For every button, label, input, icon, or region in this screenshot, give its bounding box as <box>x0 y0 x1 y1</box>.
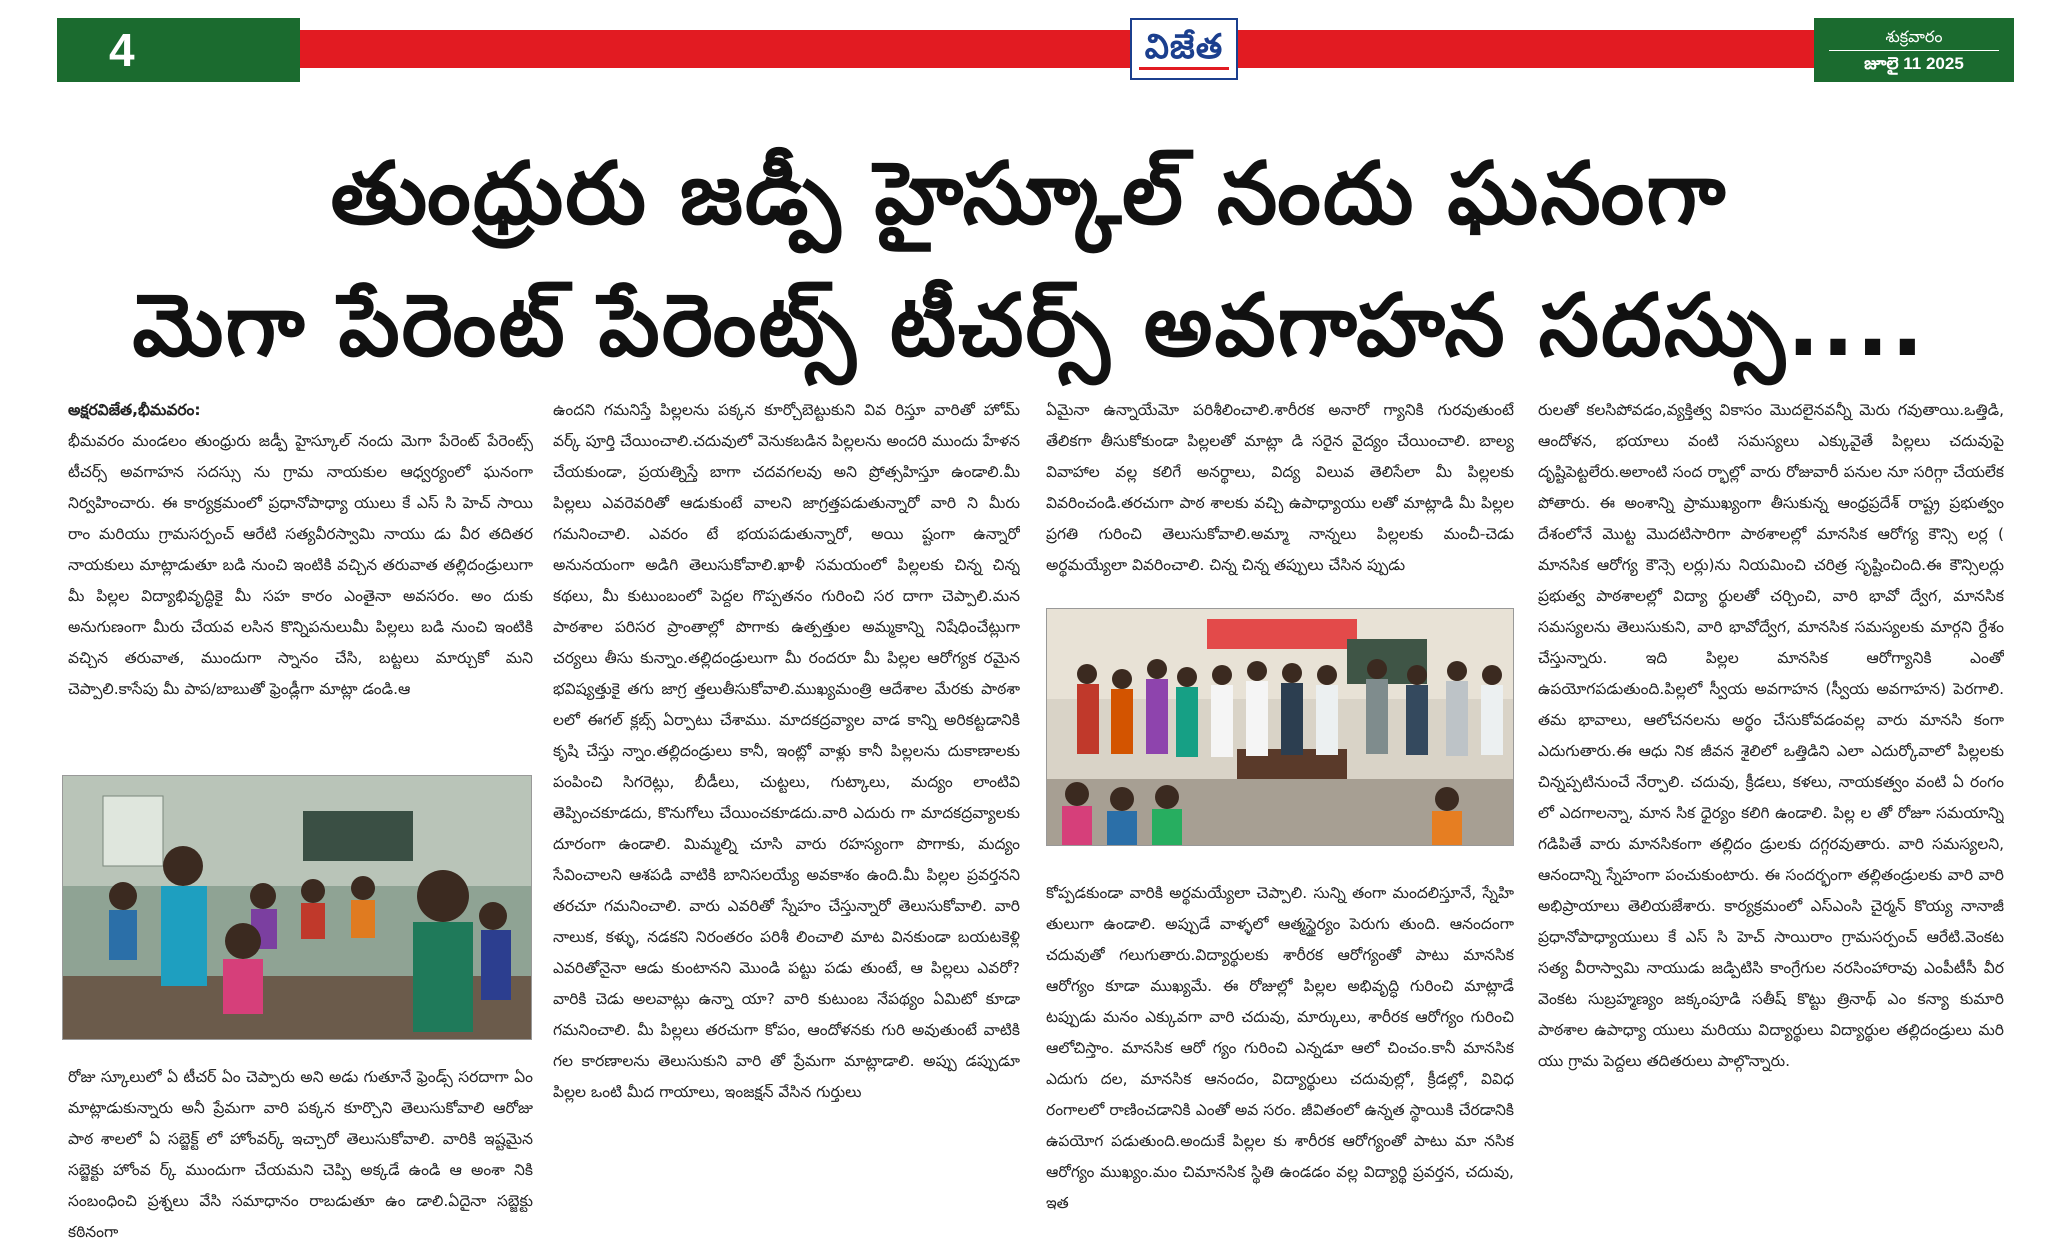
column-3-continued-text: కోప్పడకుండా వారికి అర్థమయ్యేలా చెప్పాలి. సున్ని తంగా మందలిస్తూనే, స్నేహి తులుగా ఉండాలి. అప్పుడే వాళ్ళలో ఆత్మస్థైర్యం పెరుగు తుంది. ఆనందంగా చదువుతో గలుగుతారు.విద్యార్థులకు శారీరక ఆరోగ్యంతో పాటు మానసిక ఆరోగ్యం కూడా ముఖ్యమే. ఈ రోజుల్లో పిల్లల అభివృద్ధి గురించి మాట్లాడే టప్పుడు మనం ఎక్కువగా వారి చదువు, మార్కులు, శారీరక ఆరోగ్యం గురించి ఆలోచిస్తాం. మానసిక ఆరో గ్యం గురించి ఎన్నడూ ఆలో చించం.కానీ మానసిక ఎదుగు దల, మానసిక ఆనందం, విద్యార్థులు చదువుల్లో, క్రీడల్లో, వివిధ రంగాలలో రాణించడానికి ఎంతో అవ సరం. జీవితంలో ఉన్నత స్థాయికి చేరడానికి ఉపయోగ పడుతుంది.అందుకే పిల్లల కు శారీరక ఆరోగ్యంతో పాటు మా నసిక ఆరోగ్యం ముఖ్యం.మం చిమానసిక స్థితి ఉండడం వల్ల విద్యార్థి ప్రవర్తన, చదువు, ఇత <box>1046 883 1514 1212</box>
article-column-1-continued <box>68 1046 533 1246</box>
article-column-3 <box>1046 395 1514 600</box>
article-column-4 <box>1538 395 2004 1240</box>
logo-text: విజేత <box>1144 26 1224 67</box>
headline <box>40 128 2018 392</box>
article-column-3-continued <box>1046 862 1514 1242</box>
column-1-text: భీమవరం మండలం తుంధ్రురు జడ్పీ హైస్కూల్ నందు మెగా పేరెంట్ పేరెంట్స్ టీచర్స్ అవగాహన సదస్సు ను గ్రామ నాయకుల ఆధ్వర్యంలో ఘనంగా నిర్వహించారు. ఈ కార్యక్రమంలో ప్రధానోపాధ్యా యులు కే ఎస్ సి హెచ్ సాయి రాం మరియు గ్రామసర్పంచ్ ఆరేటి సత్యవీరస్వామి నాయు డు వీర తదితర నాయకులు మాట్లాడుతూ బడి నుంచి ఇంటికి వచ్చిన తరువాత తల్లిదండ్రులుగా మీ పిల్లల విద్యాభివృద్ధికై మీ సహ కారం ఎంతైనా అవసరం. అం దుకు అనుగుణంగా మీరు చేయవ లసిన కొన్నిపనులుమీ పిల్లలు బడి నుంచి ఇంటికి వచ్చిన తరువాత, ముందుగా స్నానం చేసి, బట్టలు మార్చుకో మని చెప్పాలి.కాసేపు మీ పాప/బాబుతో ఫ్రెండ్లీగా మాట్లా డండి.ఆ <box>68 432 533 698</box>
dateline: అక్షరవిజేత,భీమవరం: <box>68 401 201 419</box>
column-1-continued-text: రోజు స్కూలులో ఏ టీచర్ ఏం చెప్పారు అని అడు గుతూనే ఫ్రెండ్స్ సరదాగా ఏం మాట్లాడుకున్నారు అనీ ప్రేమగా వారి పక్కన కూర్చొని తెలుసుకోవాలి ఆరోజు పాఠ శాలలో ఏ సబ్జెక్ట్ లో హోంవర్క్ ఇచ్చారో తెలుసుకోవాలి. వారికి ఇష్టమైన సబ్జెక్టు హోంవ ర్క్ ముందుగా చేయమని చెప్పి అక్కడే ఉండి ఆ అంశా నికి సంబంధించి ప్రశ్నలు వేసి సమాధానం రాబడుతూ ఉం డాలి.ఏదైనా సబ్జెక్టు కఠినంగా <box>68 1067 533 1241</box>
column-2-text: ఉందని గమనిస్తే పిల్లలను పక్కన కూర్చోబెట్టుకుని వివ రిస్తూ వారితో హోమ్ వర్క్ పూర్తి చేయించాలి.చదువులో వెనుకబడిన పిల్లలను అందరి ముందు హేళన చేయకుండా, ప్రయత్నిస్తే బాగా చదవగలవు అని ప్రోత్సహిస్తూ ఉండాలి.మీ పిల్లలు ఎవరెవరితో ఆడుకుంటే వాలని జాగ్రత్తపడుతున్నారో వారి ని మీరు గమనించాలి. ఎవరం టే భయపడుతున్నారో, అయి ష్టంగా ఉన్నారో అనునయంగా అడిగి తెలుసుకోవాలి.ఖాళీ సమయంలో పిల్లలకు చిన్న చిన్న కథలు, మీ కుటుంబంలో పెద్దల గొప్పతనం గురించి సర దాగా చెప్పాలి.మన పాఠశాల పరిసర ప్రాంతాల్లో పొగాకు ఉత్పత్తుల అమ్మకాన్ని నిషేధించేట్లుగా చర్యలు తీసు కున్నాం.తల్లిదండ్రులుగా మీ రందరూ మీ పిల్లల ఆరోగ్యక రమైన భవిష్యత్తుకై తగు జాగ్ర త్తలుతీసుకోవాలి.ముఖ్యమంత్రి ఆదేశాల మేరకు పాఠశా లలో ఈగల్ క్లబ్స్ ఏర్పాటు చేశాము. మాదకద్రవ్యాల వాడ కాన్ని అరికట్టడానికి కృషి చేస్తు న్నాం.తల్లిదండ్రులు కానీ, ఇంట్లో వాళ్లు కానీ పిల్లలను దుకాణాలకు పంపించి సిగరెట్లు, బీడీలు, చుట్టలు, గుట్కాలు, మద్యం లాంటివి తెప్పించకూడదు, కొనుగోలు చేయించకూడదు.వారి ఎదురు గా మాదకద్రవ్యాలకు దూరంగా ఉండాలి. మిమ్మల్ని చూసి వారు రహస్యంగా పొగాకు, మద్యం సేవించాలని ఆశపడి వాటికి బానిసలయ్యే అవకాశం ఉంది.మీ పిల్లల ప్రవర్తనని తరచూ గమనించాలి. వారు ఎవరితో స్నేహం చేస్తున్నారో తెలుసుకోవాలి. వారి నాలుక, కళ్ళు, నడకని నిరంతరం పరిశీ లించాలి మాట వినకుండా బయటకెళ్లి ఎవరితోనైనా ఆడు కుంటానని మొండి పట్టు పడు తుంటే, ఆ పిల్లలు ఎవరో? వారికి చెడు అలవాట్లు ఉన్నా యా? వారి కుటుంబ నేపథ్యం ఏమిటో కూడా గమనించాలి. మీ పిల్లలు తరచుగా కోపం, ఆందోళనకు గురి అవుతుంటే వాటికి గల కారణాలను తెలుసుకుని వారి తో ప్రేమగా మాట్లాడాలి. అప్పు డప్పుడూ పిల్లల ఒంటి మీద గాయాలు, ఇంజక్షన్ వేసిన గుర్తులు <box>553 401 1020 1101</box>
logo-underline <box>1139 67 1229 70</box>
classroom-students-photo <box>62 775 532 1040</box>
column-3-text: ఏమైనా ఉన్నాయేమో పరిశీలించాలి.శారీరక అనారో గ్యానికి గురవుతుంటే తేలికగా తీసుకోకుండా పిల్లలతో మాట్లా డి సరైన వైద్యం చేయించాలి. బాల్య వివాహాల వల్ల కలిగే అనర్థాలు, విద్య విలువ తెలిసేలా మీ పిల్లలకు వివరించండి.తరచుగా పాఠ శాలకు వచ్చి ఉపాధ్యాయు లతో మాట్లాడి మీ పిల్లల ప్రగతి గురించి తెలుసుకోవాలి.అమ్మా నాన్నలు పిల్లలకు మంచీ-చెడు అర్థమయ్యేలా వివరించాలి. చిన్న చిన్న తప్పులు చేసిన ప్పుడు <box>1046 401 1514 574</box>
headline-line-2: మెగా పేరెంట్ పేరెంట్స్ టీచర్స్ అవగాహన సదస్సు.... <box>132 276 1926 376</box>
column-4-text: రులతో కలసిపోవడం,వ్యక్తిత్వ వికాసం మొదలైనవన్నీ మెరు గవుతాయి.ఒత్తిడి, ఆందోళన, భయాలు వంటి సమస్యలు ఎక్కువైతే పిల్లలు చదువుపై దృష్టిపెట్టలేరు.అలాంటి సంద ర్భాల్లో వారు రోజువారీ పనుల నూ సరిగ్గా చేయలేక పోతారు. ఈ అంశాన్ని ప్రాముఖ్యంగా తీసుకున్న ఆంధ్రప్రదేశ్ రాష్ట్ర ప్రభుత్వం దేశంలోనే మొట్ట మొదటిసారిగా పాఠశాలల్లో మానసిక ఆరోగ్య కౌన్సి లర్ల ( మానసిక ఆరోగ్య కౌన్సె లర్లు)ను నియమించి చరిత్ర సృష్టించింది.ఈ కౌన్సిలర్లు ప్రభుత్వ పాఠశాలల్లో విద్యా ర్థులతో చర్చించి, వారి భావో ద్వేగ, మానసిక సమస్యలను తెలుసుకుని, వారి భావోద్వేగ, మానసిక సమస్యలకు మార్గని ర్దేశం చేస్తున్నారు. ఇది పిల్లల మానసిక ఆరోగ్యానికి ఎంతో ఉపయోగపడుతుంది.పిల్లలో స్వీయ అవగాహన (స్వీయ అవగాహన) పెరగాలి. తమ భావాలు, ఆలోచనలను అర్థం చేసుకోవడంవల్ల వారు మానసి కంగా ఎదుగుతారు.ఈ ఆధు నిక జీవన శైలిలో ఒత్తిడిని ఎలా ఎదుర్కోవాలో పిల్లలకు చిన్నప్పటినుంచే నేర్పాలి. చదువు, క్రీడలు, కళలు, నాయకత్వం వంటి ఏ రంగం లో ఎదగాలన్నా, మాన సిక ధైర్యం కలిగి ఉండాలి. పిల్ల ల తో రోజూ సమయాన్ని గడిపితే వారు మానసికంగా తల్లిదం డ్రులకు దగ్గరవుతారు. వారి సమస్యలని, ఆనందాన్ని స్నేహంగా పంచుకుంటారు. ఈ సందర్భంగా తల్లితండ్రులకు వారి వారి అభిప్రాయాలు తెలియజేశారు. కార్యక్రమంలో ఎస్ఎంసి చైర్మన్ కొయ్య నానాజీ ప్రధానోపాధ్యాయులు కే ఎస్ సి హెచ్ సాయిరాం గ్రామసర్పంచ్ ఆరేటి.వెంకట సత్య వీరాస్వామి నాయుడు జడ్పిటిసి కాంగ్రేగుల నరసింహారావు ఎంపీటీసీ వీర వెంకట సుబ్రహ్మణ్యం జక్కంపూడి సతీష్ కొట్టు త్రినాథ్ ఎం కన్యా కుమారి పాఠశాల ఉపాధ్యా యులు మరియు విద్యార్థులు విద్యార్థుల తల్లిదండ్రులు మరి యు గ్రామ పెద్దలు తదితరులు పాల్గొన్నారు. <box>1538 401 2004 1070</box>
page-number: 4 <box>57 18 300 82</box>
newspaper-logo <box>1130 18 1238 80</box>
group-meeting-photo <box>1046 608 1514 846</box>
date-divider <box>1829 50 1999 51</box>
masthead-red-bar <box>300 26 1814 68</box>
headline-line-1: తుంధ్రురు జడ్పీ హైస్కూల్ నందు ఘనంగా <box>330 144 1728 244</box>
article-column-1 <box>68 395 533 750</box>
date-box <box>1814 18 2014 82</box>
article-column-2 <box>553 395 1020 1240</box>
issue-day: శుక్రవారం <box>1885 26 1943 46</box>
group-photo-illustration <box>1047 609 1514 846</box>
classroom-photo-illustration <box>63 776 532 1040</box>
issue-date: జూలై 11 2025 <box>1864 53 1964 73</box>
